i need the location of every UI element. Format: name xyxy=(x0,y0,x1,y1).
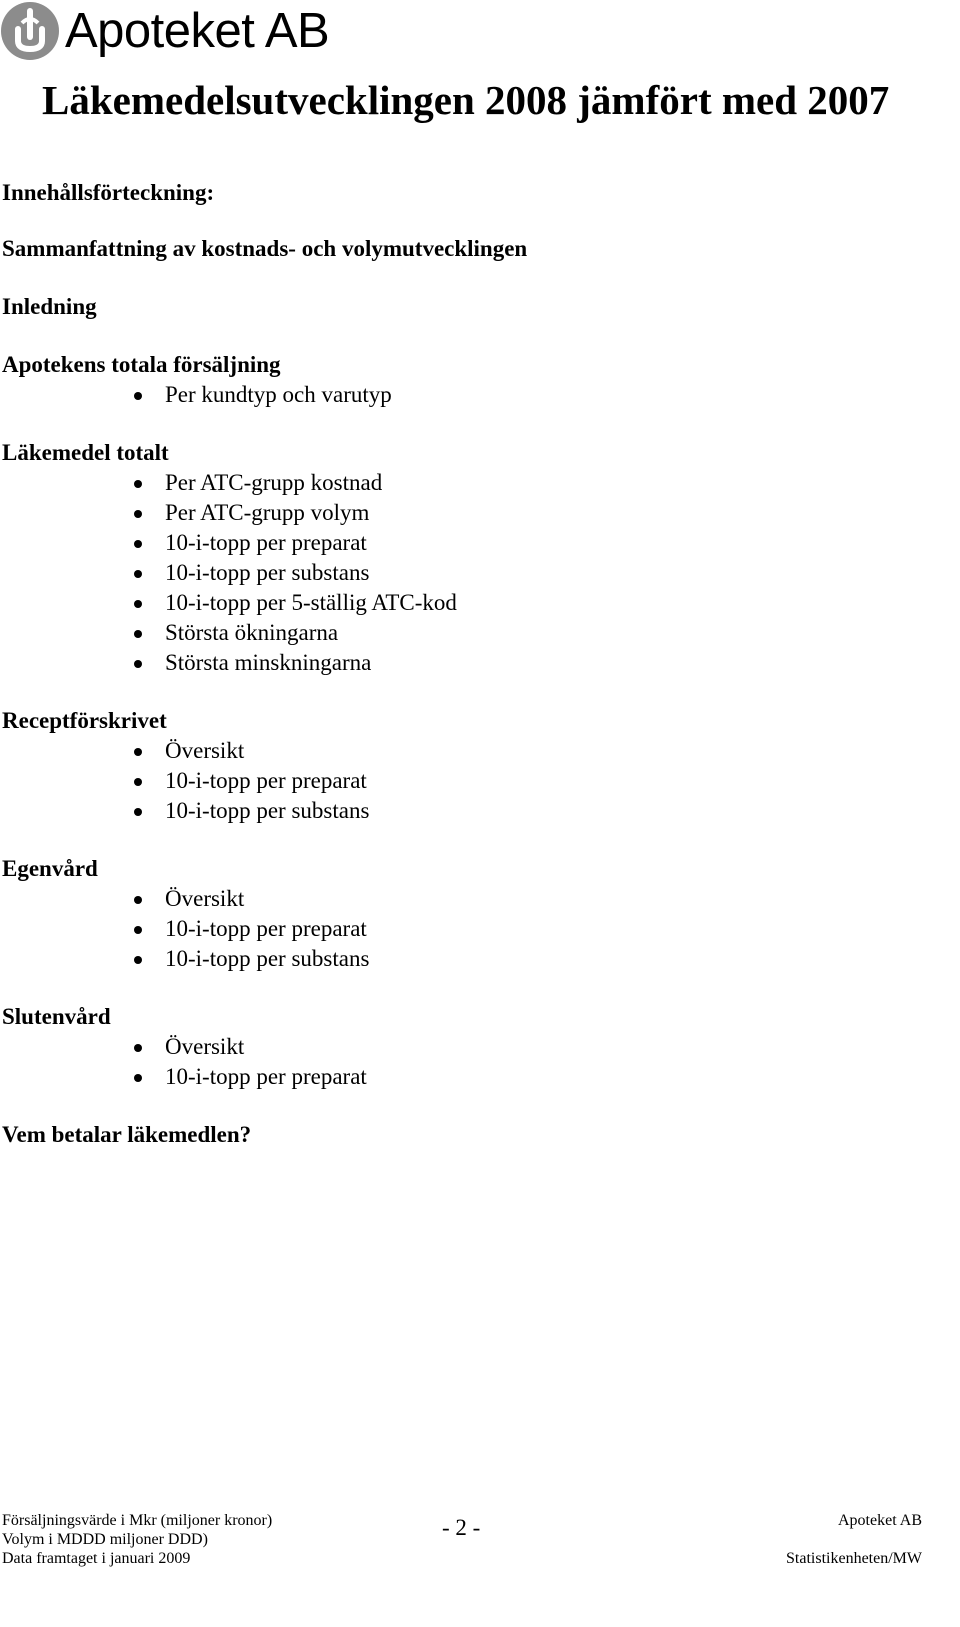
footer-unit: Statistikenheten/MW xyxy=(786,1550,922,1567)
toc-bullet-item: Översikt xyxy=(2,1032,922,1062)
toc-section-title: Receptförskrivet xyxy=(2,708,167,733)
apoteket-logo xyxy=(0,0,329,62)
toc-bullet-list xyxy=(2,884,922,974)
toc-heading: Innehållsförteckning: xyxy=(2,180,215,205)
toc-section-title: Inledning xyxy=(2,294,97,319)
toc-section-title: Sammanfattning av kostnads- och volymutvecklingen xyxy=(2,236,528,261)
toc-section-title: Apotekens totala försäljning xyxy=(2,352,281,377)
toc-bullet-item: Största ökningarna xyxy=(2,618,922,648)
toc-section-title: Egenvård xyxy=(2,856,98,881)
toc-bullet-list xyxy=(2,1032,922,1092)
footer-note: Försäljningsvärde i Mkr (miljoner kronor) xyxy=(2,1512,273,1529)
footer-note: Data framtaget i januari 2009 xyxy=(2,1550,191,1567)
toc-section xyxy=(2,706,922,826)
footer-company: Apoteket AB xyxy=(838,1512,922,1529)
toc-bullet-item: Per kundtyp och varutyp xyxy=(2,380,922,410)
document-title: Läkemedelsutvecklingen 2008 jämfört med 2007 xyxy=(42,77,890,123)
toc-bullet-item: 10-i-topp per preparat xyxy=(2,528,922,558)
toc-section xyxy=(2,438,922,678)
toc-bullet-item: 10-i-topp per substans xyxy=(2,796,922,826)
toc-section-title: Vem betalar läkemedlen? xyxy=(2,1122,252,1147)
toc-section xyxy=(2,1120,922,1150)
footer-notes xyxy=(2,1511,272,1568)
toc-section xyxy=(2,234,922,264)
logo-text: Apoteket AB xyxy=(65,4,330,58)
toc-bullet-item: 10-i-topp per preparat xyxy=(2,1062,922,1092)
toc-bullet-list xyxy=(2,380,922,410)
toc-bullet-item: Per ATC-grupp kostnad xyxy=(2,468,922,498)
toc-section xyxy=(2,854,922,974)
toc-bullet-item: 10-i-topp per 5-ställig ATC-kod xyxy=(2,588,922,618)
footer-note: Volym i MDDD miljoner DDD) xyxy=(2,1531,208,1548)
toc-bullet-list xyxy=(2,736,922,826)
table-of-contents xyxy=(2,178,922,1150)
toc-section xyxy=(2,1002,922,1092)
page-number: - 2 - xyxy=(442,1515,481,1540)
toc-bullet-list xyxy=(2,468,922,678)
toc-bullet-item: 10-i-topp per substans xyxy=(2,944,922,974)
toc-section xyxy=(2,292,922,322)
toc-bullet-item: 10-i-topp per preparat xyxy=(2,914,922,944)
apoteket-symbol-icon xyxy=(0,1,60,61)
toc-bullet-item: 10-i-topp per substans xyxy=(2,558,922,588)
page-footer xyxy=(2,1511,922,1571)
toc-section-title: Läkemedel totalt xyxy=(2,440,169,465)
toc-bullet-item: Största minskningarna xyxy=(2,648,922,678)
toc-bullet-item: Översikt xyxy=(2,884,922,914)
toc-bullet-item: 10-i-topp per preparat xyxy=(2,766,922,796)
toc-bullet-item: Översikt xyxy=(2,736,922,766)
toc-section xyxy=(2,350,922,410)
toc-section-title: Slutenvård xyxy=(2,1004,111,1029)
toc-bullet-item: Per ATC-grupp volym xyxy=(2,498,922,528)
